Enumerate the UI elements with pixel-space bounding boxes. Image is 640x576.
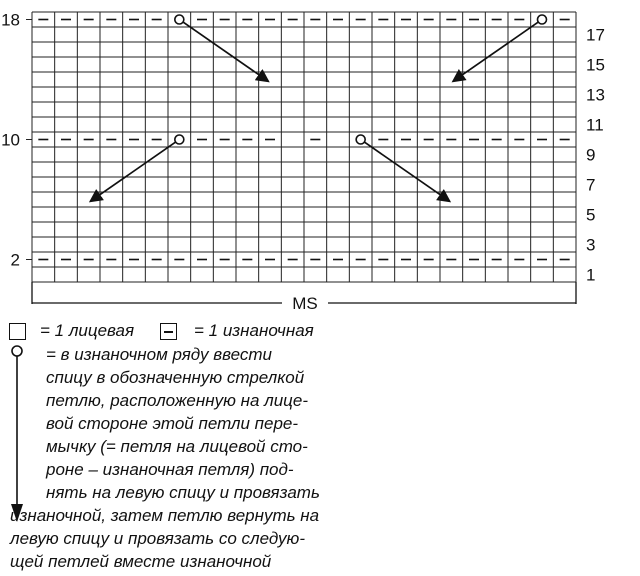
purl-stitch-symbol	[160, 323, 177, 340]
row-label-right: 1	[586, 265, 596, 285]
instruction-line: петлю, расположенную на лице-	[46, 391, 309, 410]
knit-stitch-symbol	[9, 323, 26, 340]
instruction-line: левую спицу и провязать со следую-	[10, 529, 305, 548]
purl-legend-text: = 1 изнаночная	[194, 321, 314, 340]
transfer-arrow	[183, 22, 268, 81]
row-label-right: 11	[586, 115, 604, 135]
repeat-bracket	[32, 282, 576, 312]
row-label-right: 15	[586, 55, 605, 75]
transfer-arrow	[453, 22, 538, 81]
arrow-origin-circle	[175, 135, 184, 144]
instruction-line: роне – изнаночная петля) под-	[46, 460, 294, 479]
row-label-right: 3	[586, 235, 596, 255]
instruction-line: спицу в обозначенную стрелкой	[46, 368, 305, 387]
arrow-origin-circle	[538, 15, 547, 24]
instruction-line: вой стороне этой петли пере-	[46, 414, 299, 433]
transfer-arrow-icon	[7, 344, 27, 526]
repeat-label: MS	[292, 294, 318, 312]
transfer-arrow	[90, 142, 175, 201]
row-label-left: 10	[1, 130, 20, 150]
instruction-line: щей петлей вместе изнаночной	[10, 552, 272, 571]
instruction-line: мычку (= петля на лицевой сто-	[46, 437, 308, 456]
instruction-line: = в изнаночном ряду ввести	[46, 345, 272, 364]
row-label-left: 18	[1, 10, 20, 30]
transfer-arrows	[90, 15, 546, 201]
knit-legend-text: = 1 лицевая	[40, 321, 135, 340]
row-label-right: 9	[586, 145, 596, 165]
row-label-right: 13	[586, 85, 605, 105]
row-label-right: 17	[586, 25, 605, 45]
row-label-right: 5	[586, 205, 596, 225]
instruction-line: нять на левую спицу и провязать	[46, 483, 320, 502]
instruction-line: изнаночной, затем петлю вернуть на	[10, 506, 320, 525]
row-label-right: 7	[586, 175, 596, 195]
arrow-origin-circle	[356, 135, 365, 144]
row-label-left: 2	[10, 250, 20, 270]
legend	[0, 314, 640, 576]
transfer-arrow	[365, 142, 450, 201]
arrow-origin-circle	[175, 15, 184, 24]
